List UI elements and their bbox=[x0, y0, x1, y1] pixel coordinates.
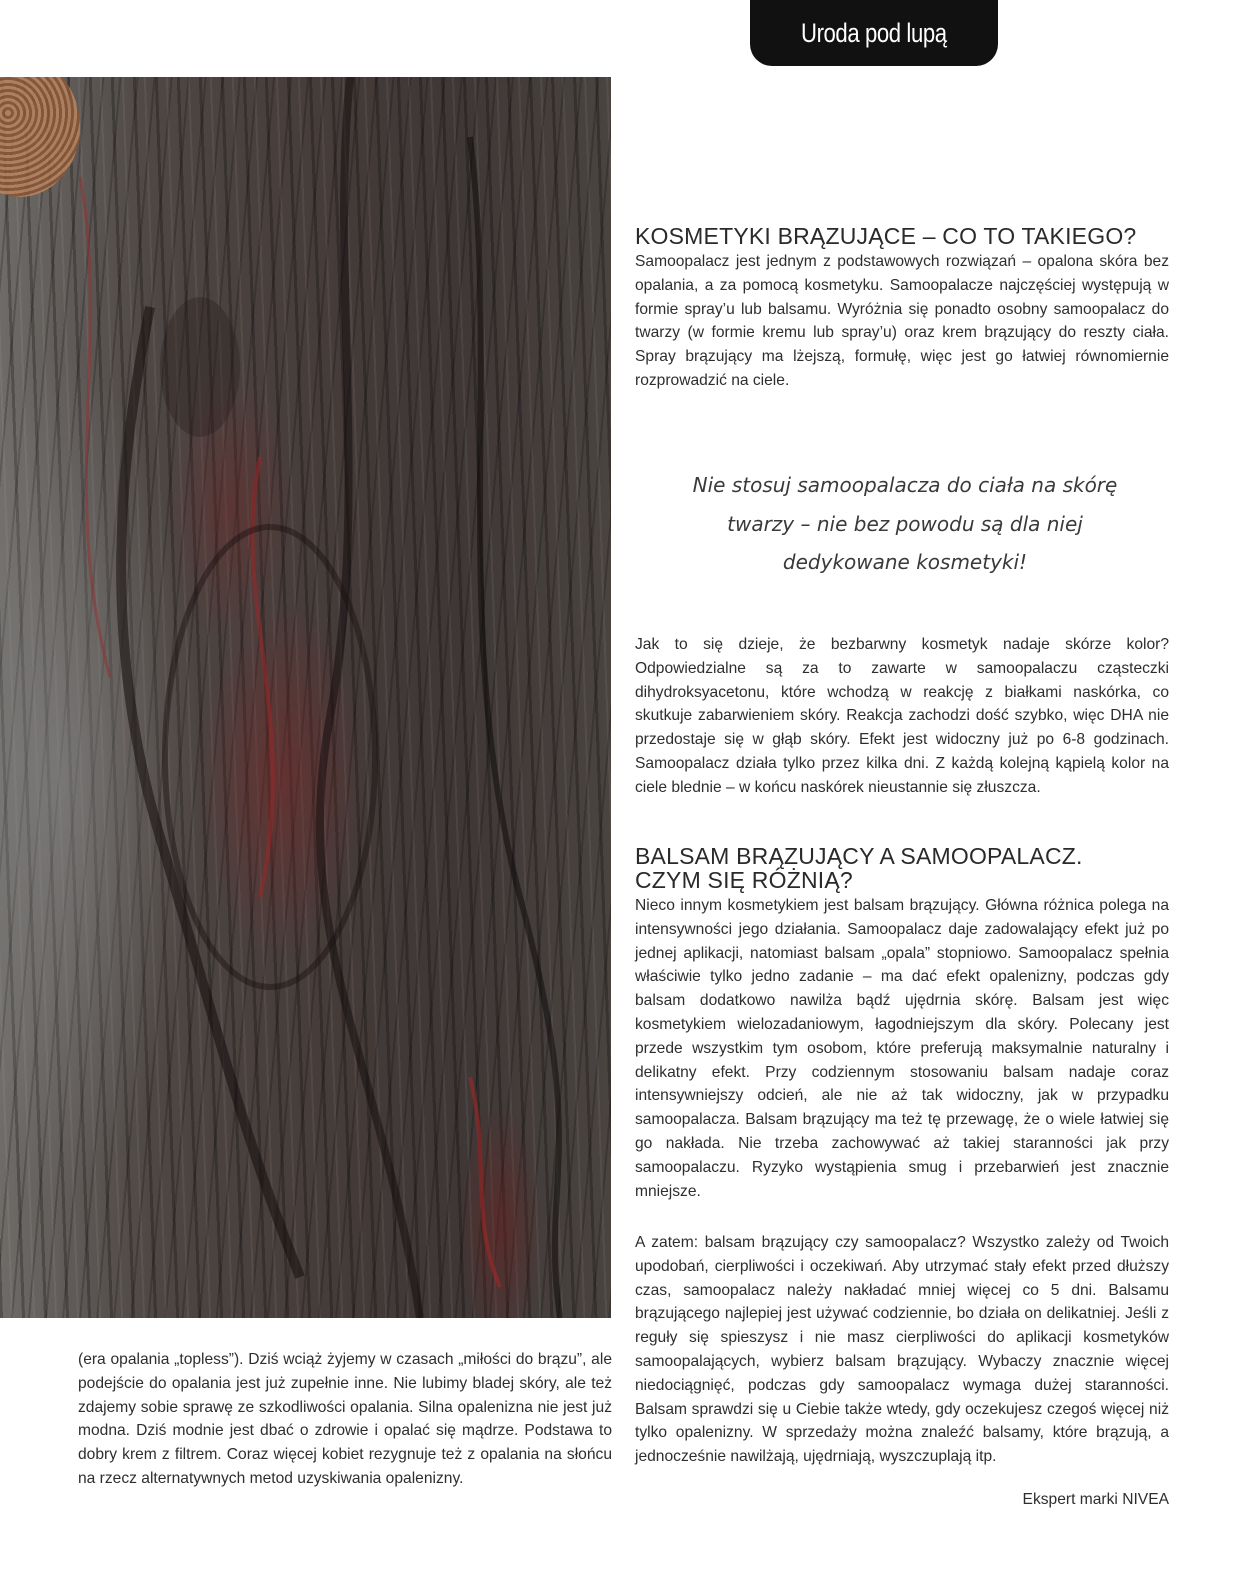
paragraph-self-tanner-intro: Samoopalacz jest jednym z podstawowych rozwiązań – opalona skóra bez opalania, a za pomocą kosmetyku. Samoopalacze najczęściej występują w formie spray’u lub balsamu. Wyróżnia się ponadto osobny samoopalacz do twarzy (w formie kremu lub spray’u) oraz krem brązujący do reszty ciała. Spray brązujący ma lżejszą, formułę, więc jest go łatwiej równomiernie rozprowadzić na ciele. bbox=[635, 253, 1169, 389]
bark-texture bbox=[0, 77, 611, 1318]
paragraph-conclusion: A zatem: balsam brązujący czy samoopalacz? Wszystko zależy od Twoich upodobań, cierpliwości i oczekiwań. Aby utrzymać stały efekt przed dłuższy czas, samoopalacz należy nakładać mniej więcej co 5 dni. Balsamu brązującego najlepiej jest używać codziennie, bo działa on delikatniej. Jeśli z reguły się spieszysz i nie masz cierpliwości do aplikacji kosmetyków samoopalających, wybierz balsam brązujący. Wybaczy znacznie więcej niedociągnięć, podczas gdy samoopalacz wymaga dużej staranności. Balsam sprawdzi się u Ciebie także wtedy, gdy oczekujesz czegoś więcej niż tylko opalenizny. W sprzedaży można znaleźć balsamy, które brązują, a jednocześnie nawilżają, ujędrniają, wyszczuplają itp. bbox=[635, 1234, 1169, 1466]
paragraph-balm-differences: Nieco innym kosmetykiem jest balsam brązujący. Główna różnica polega na intensywności jego działania. Samoopalacz daje zadowalający efekt już po jednej aplikacji, natomiast balsam „opala” stopniowo. Samoopalacz spełnia właściwie tylko jedno zadanie – ma dać efekt opalenizny, podczas gdy balsam dodatkowo nawilża bądź ujędrnia skórę. Balsam jest więc kosmetykiem wielozadaniowym, łagodniejszym dla skóry. Polecany jest przede wszystkim tym osobom, które preferują maksymalnie naturalny i delikatny efekt. Przy codziennym stosowaniu balsam nadaje coraz intensywniejszy odcień, ale nie aż tak widoczny, jak w przypadku samoopalacza. Balsam brązujący ma też tę przewagę, że o wiele łatwiej się go nakłada. Nie trzeba zachowywać aż takiej staranności jak przy samoopalaczu. Ryzyko wystąpienia smug i przebarwień jest znacznie mniejsze. bbox=[635, 897, 1169, 1200]
author-signature: Ekspert marki NIVEA bbox=[1022, 1491, 1169, 1508]
pull-quote: Nie stosuj samoopalacza do ciała na skórę twarzy – nie bez powodu są dla niej dedykowane kosmetyki! bbox=[692, 473, 1118, 574]
section-label: Uroda pod lupą bbox=[801, 17, 947, 48]
section-tab bbox=[750, 0, 998, 66]
section-conclusion bbox=[635, 1231, 1169, 1469]
left-column-continuation bbox=[78, 1348, 612, 1491]
paragraph-tanning-history: (era opalania „topless”). Dziś wciąż żyjemy w czasach „miłości do brązu”, ale podejście do opalania jest już zupełnie inne. Nie lubimy bladej skóry, ale też zdajemy sobie sprawę ze szkodliwości opalania. Silna opalenizna nie jest już modna. Dziś modnie jest dbać o zdrowie i opalać się mądrze. Podstawa to dobry krem z filtrem. Coraz więcej kobiet rezygnuje też z opalania na słońcu na rzecz alternatywnych metod uzyskiwania opalenizny. bbox=[78, 1351, 612, 1487]
heading-balm-vs-self-tanner-line1: BALSAM BRĄZUJĄCY A SAMOOPALACZ. bbox=[635, 843, 1083, 869]
section-how-it-works bbox=[635, 633, 1169, 800]
tree-bark-photo bbox=[0, 77, 611, 1318]
heading-bronzing-cosmetics: KOSMETYKI BRĄZUJĄCE – CO TO TAKIEGO? bbox=[635, 223, 1137, 249]
section-what-are-bronzers bbox=[635, 224, 1169, 393]
heading-balm-vs-self-tanner-line2: CZYM SIĘ RÓŻNIĄ? bbox=[635, 867, 853, 893]
section-balm-vs-self-tanner bbox=[635, 844, 1169, 1203]
paragraph-dha-explanation: Jak to się dzieje, że bezbarwny kosmetyk nadaje skórze kolor? Odpowiedzialne są za to zawarte w samoopalaczu cząsteczki dihydroksyacetonu, które wchodzą w reakcję z białkami naskórka, co skutkuje zabarwieniem skóry. Reakcja zachodzi dość szybko, więc DHA nie przedostaje się w głąb skóry. Efekt jest widoczny już po 6-8 godzinach. Samoopalacz działa tylko przez kilka dni. Z każdą kolejną kąpielą kolor na ciele blednie – w końcu naskórek nieustannie się złuszcza. bbox=[635, 636, 1169, 796]
